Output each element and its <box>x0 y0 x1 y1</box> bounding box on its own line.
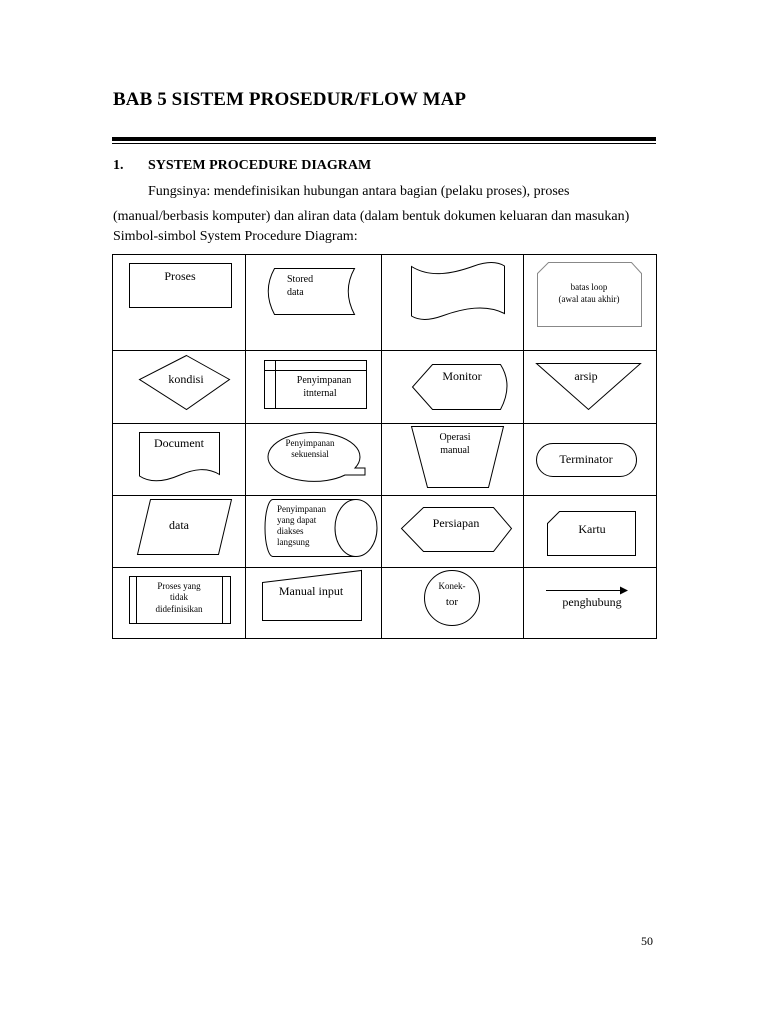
akses-langsung-label-1: Penyimpanan <box>277 504 326 514</box>
penyimpanan-internal-symbol <box>265 361 367 409</box>
arsip-symbol <box>537 364 641 410</box>
symbols-label: Simbol-simbol System Procedure Diagram: <box>113 229 358 244</box>
terminator-label: Terminator <box>559 452 613 466</box>
arrow-right-icon <box>620 587 628 595</box>
penyimpanan-internal-label-2: itnternal <box>303 388 337 399</box>
title-rule-thin <box>112 143 656 144</box>
konektor-symbol <box>425 571 480 626</box>
batas-loop-label-1: batas loop <box>570 282 608 292</box>
akses-langsung-label-2: yang dapat <box>277 515 317 525</box>
penyimpanan-sekuensial-label-1: Penyimpanan <box>285 438 335 448</box>
page-number: 50 <box>641 934 653 948</box>
punched-tape-symbol <box>412 263 505 320</box>
chapter-title: BAB 5 SISTEM PROSEDUR/FLOW MAP <box>113 89 467 110</box>
persiapan-label: Persiapan <box>432 516 480 530</box>
paragraph-line-1: Fungsinya: mendefinisikan hubungan antara bagian (pelaku proses), proses <box>148 184 570 199</box>
penghubung-symbol <box>546 587 628 610</box>
kondisi-label: kondisi <box>168 372 204 386</box>
symbols-table <box>112 254 658 640</box>
penyimpanan-akses-langsung-symbol <box>265 500 377 557</box>
document-symbol <box>140 433 220 481</box>
monitor-label: Monitor <box>442 369 482 383</box>
konektor-label-1: Konek- <box>438 581 466 591</box>
document-label: Document <box>154 436 204 450</box>
proses-symbol <box>130 264 232 308</box>
proses-label: Proses <box>164 269 196 283</box>
proses-tidak-didefinisikan-symbol <box>130 577 231 624</box>
persiapan-symbol <box>402 508 512 552</box>
monitor-symbol <box>413 365 508 410</box>
title-rule-thick <box>112 137 656 141</box>
penyimpanan-sekuensial-label-2: sekuensial <box>291 449 329 459</box>
manual-input-label: Manual input <box>278 584 344 598</box>
arsip-label: arsip <box>574 369 598 383</box>
section-title: SYSTEM PROCEDURE DIAGRAM <box>148 158 372 173</box>
batas-loop-symbol <box>538 263 642 327</box>
batas-loop-label-2: (awal atau akhir) <box>558 294 620 304</box>
manual-input-symbol <box>263 571 362 621</box>
section-number: 1. <box>113 158 124 173</box>
konektor-label-2: tor <box>445 596 459 608</box>
paragraph-line-2: (manual/berbasis komputer) dan aliran data (dalam bentuk dokumen keluaran dan masukan) <box>113 209 630 224</box>
penghubung-label: penghubung <box>562 595 622 609</box>
penyimpanan-sekuensial-symbol <box>268 432 365 481</box>
data-symbol <box>138 500 232 555</box>
tidak-didefinisikan-label-3: didefinisikan <box>155 604 203 614</box>
tidak-didefinisikan-label-2: tidak <box>170 592 188 602</box>
stored-data-label-1: Stored <box>287 274 314 285</box>
paragraph <box>113 179 656 229</box>
operasi-manual-label-1: Operasi <box>439 432 471 443</box>
akses-langsung-label-3: diakses <box>277 526 304 536</box>
kondisi-symbol <box>140 356 230 410</box>
tidak-didefinisikan-label-1: Proses yang <box>157 581 201 591</box>
stored-data-symbol <box>268 269 354 315</box>
operasi-manual-label-2: manual <box>440 445 470 456</box>
operasi-manual-symbol <box>412 427 504 488</box>
penyimpanan-internal-label-1: Penyimpanan <box>296 375 352 386</box>
kartu-symbol <box>548 512 636 556</box>
data-label: data <box>169 518 189 532</box>
akses-langsung-label-4: langsung <box>277 537 310 547</box>
stored-data-label-2: data <box>287 287 304 298</box>
kartu-label: Kartu <box>578 522 606 536</box>
terminator-symbol <box>537 444 637 477</box>
